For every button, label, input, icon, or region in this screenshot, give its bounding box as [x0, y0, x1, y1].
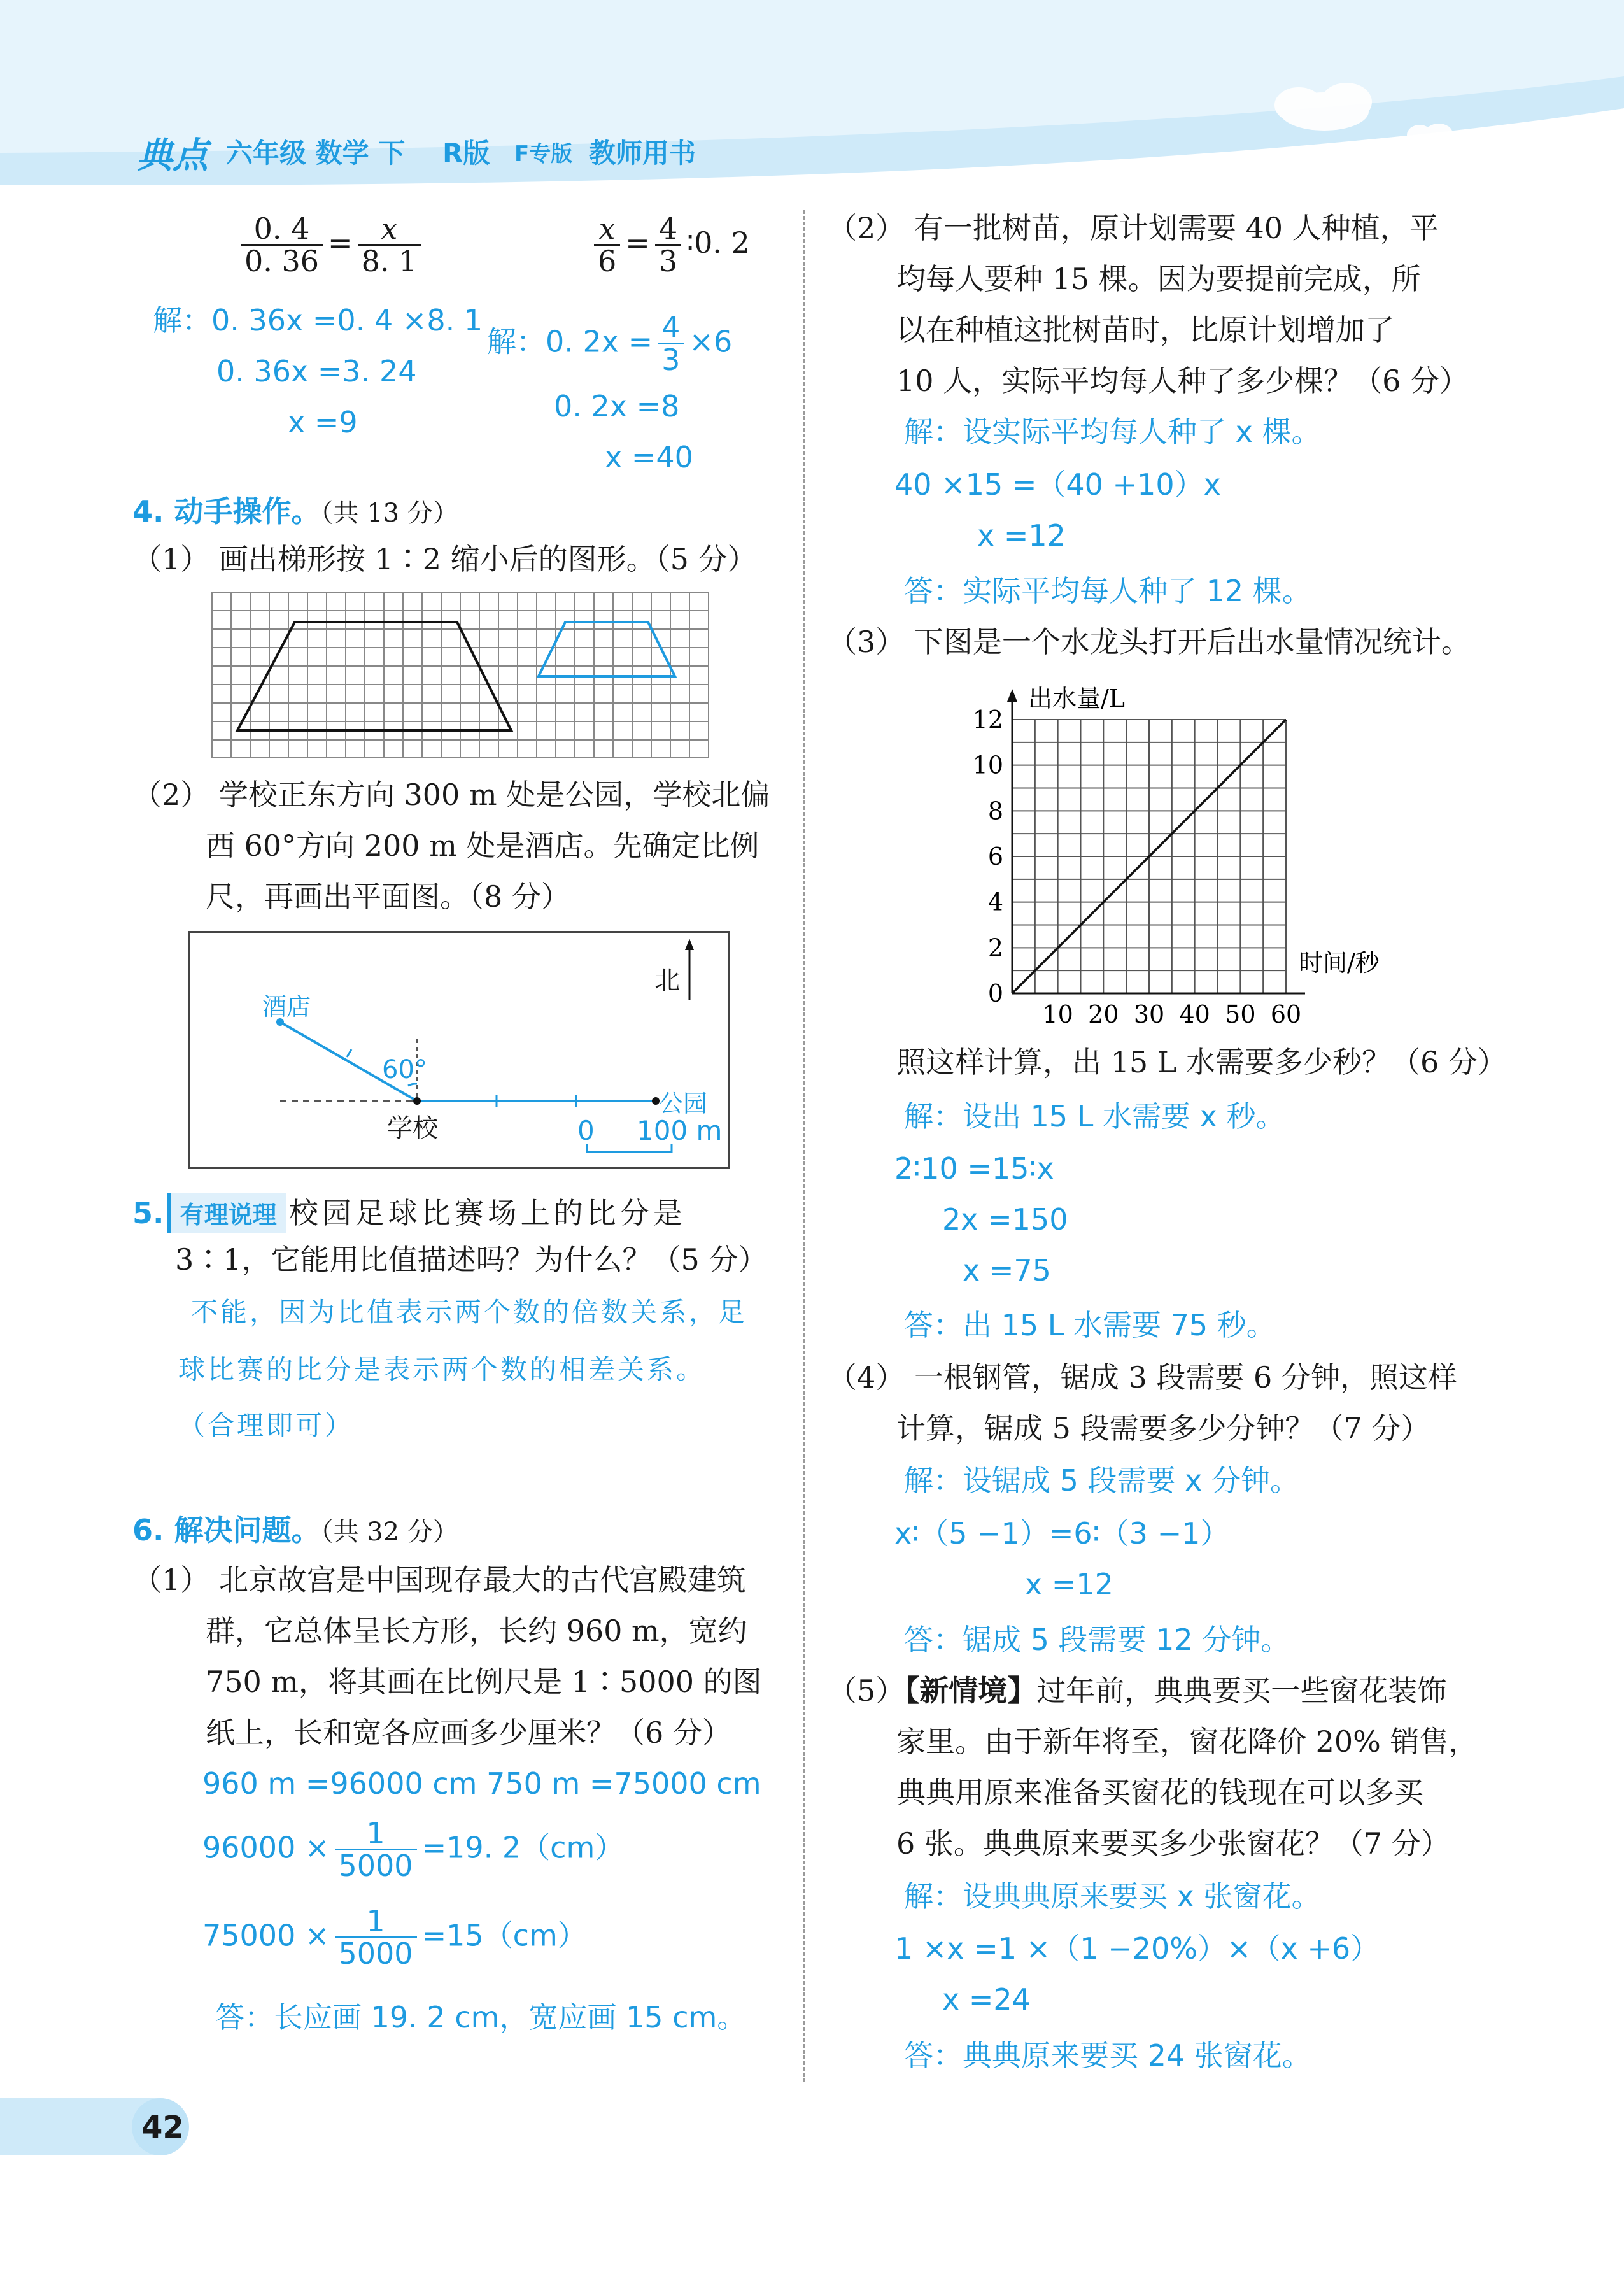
solution-1-line-2: 0. 36x =3. 24 [216, 354, 417, 388]
solution-2-line-1: 解：0. 2x = $\frac{4}{3}$ ×6 [487, 310, 733, 378]
q5-tag: 有理说理 [167, 1193, 286, 1233]
trapezoid-grid [212, 592, 709, 758]
q6-4-solution-3: x =12 [1025, 1567, 1113, 1601]
header-edition: R版 [442, 138, 490, 169]
q6-1-line-2: 群，它总体呈长方形，长约 960 m，宽约 [206, 1614, 747, 1648]
reduced-trapezoid [539, 622, 675, 676]
x-tick-label: 50 [1225, 1000, 1256, 1028]
q6-5-solution-3: x =24 [942, 1982, 1031, 2017]
equation-2: $\frac{x}{6}$ = $\frac{4}{3}$ ∶0. 2 [589, 213, 750, 277]
q6-2-line-3: 以在种植这批树苗时，比原计划增加了 [896, 313, 1394, 347]
solution-2-line-3: x =40 [605, 440, 693, 474]
x-axis-label: 时间/秒 [1299, 949, 1380, 977]
q6-3-answer: 答：出 15 L 水需要 75 秒。 [904, 1308, 1276, 1342]
solution-1-line-3: x =9 [288, 405, 358, 439]
q6-4-line-2: 计算，锯成 5 段需要多少分钟？（7 分） [896, 1411, 1430, 1445]
q6-4-line-1: （4） 一根钢管，锯成 3 段需要 6 分钟，照这样 [828, 1360, 1457, 1395]
map-scale-100: 100 m [637, 1115, 723, 1146]
q6-1-solution-2: 96000 × $\frac{1}{5000}$ =19. 2（cm） [202, 1816, 625, 1884]
q6-2-line-1: （2） 有一批树苗，原计划需要 40 人种植，平 [828, 211, 1439, 245]
solution-1-line-1: 解：0. 36x =0. 4 ×8. 1 [153, 303, 483, 337]
q6-3-solution-1: 解：设出 15 L 水需要 x 秒。 [904, 1099, 1285, 1133]
q5-answer-3: （合理即可） [178, 1410, 355, 1441]
x-tick-label: 40 [1179, 1000, 1210, 1028]
y-tick-label: 8 [987, 797, 1003, 825]
q6-5-line-1: （5）【新情境】过年前，典典要买一些窗花装饰 [828, 1673, 1447, 1708]
q6-2-solution-3: x =12 [977, 518, 1066, 553]
y-tick-label: 0 [987, 979, 1003, 1007]
q5-answer-2: 球比赛的比分是表示两个数的相差关系。 [178, 1354, 706, 1385]
y-tick-label: 4 [987, 888, 1003, 916]
column-divider [803, 210, 805, 2082]
q6-5-line-3: 典典用原来准备买窗花的钱现在可以多买 [896, 1775, 1423, 1810]
header-grade: 六年级 数学 下 [226, 138, 406, 169]
q6-1-line-1: （1） 北京故宫是中国现存最大的古代宫殿建筑 [132, 1563, 746, 1597]
q6-heading: 6. 解决问题。（共 32 分） [132, 1513, 458, 1547]
y-tick-label: 2 [987, 934, 1003, 962]
q6-1-answer: 答：长应画 19. 2 cm，宽应画 15 cm。 [215, 2000, 747, 2034]
map-north-label: 北 [654, 966, 680, 995]
x-tick-label: 30 [1133, 1000, 1165, 1028]
q4-heading: 4. 动手操作。（共 13 分） [132, 494, 458, 529]
q6-1-line-4: 纸上，长和宽各应画多少厘米？（6 分） [206, 1715, 731, 1750]
q6-3-solution-4: x =75 [963, 1253, 1051, 1288]
page-number: 42 [141, 2110, 184, 2145]
map-hotel-label: 酒店 [262, 993, 311, 1021]
original-trapezoid [237, 622, 511, 730]
q6-3-solution-3: 2x =150 [942, 1202, 1068, 1237]
water-flow-chart [955, 662, 1380, 1028]
q6-2-line-4: 10 人，实际平均每人种了多少棵？（6 分） [896, 364, 1469, 398]
x-tick-label: 10 [1042, 1000, 1073, 1028]
y-tick-label: 12 [972, 706, 1003, 734]
q6-5-solution-2: 1 ×x =1 ×（1 −20%）×（x +6） [894, 1931, 1380, 1966]
q6-3-solution-2: 2∶10 =15∶x [894, 1151, 1054, 1186]
q4-2-line-2: 西 60°方向 200 m 处是酒店。先确定比例 [206, 828, 759, 863]
y-axis-arrow [1007, 689, 1017, 702]
q6-2-solution-2: 40 ×15 =（40 +10）x [894, 467, 1221, 502]
cloud-icon [1405, 124, 1453, 152]
q4-2-line-3: 尺，再画出平面图。（8 分） [206, 879, 570, 914]
map-park-label: 公园 [659, 1090, 708, 1118]
y-tick-label: 6 [987, 842, 1003, 870]
y-axis-label: 出水量/L [1028, 685, 1126, 713]
q6-4-solution-2: x∶（5 −1）=6∶（3 −1） [894, 1516, 1230, 1551]
q6-5-line-2: 家里。由于新年将至，窗花降价 20% 销售， [896, 1724, 1478, 1759]
q6-3-line-1: （3） 下图是一个水龙头打开后出水量情况统计。 [828, 625, 1471, 659]
y-tick-label: 10 [972, 751, 1003, 779]
map-school-label: 学校 [387, 1114, 438, 1143]
q5-answer-1: 不能，因为比值表示两个数的倍数关系，足 [191, 1296, 748, 1328]
equation-1: $\frac{0. 4}{0. 36}$ = $\frac{x}{8. 1}$ [236, 213, 426, 277]
logo: 典点 [137, 135, 208, 176]
map-scale-0: 0 [577, 1115, 595, 1146]
q4-2-line-1: （2） 学校正东方向 300 m 处是公园，学校北偏 [132, 777, 770, 812]
q4-1: （1） 画出梯形按 1∶2 缩小后的图形。（5 分） [132, 542, 757, 576]
q6-5-line-4: 6 张。典典原来要买多少张窗花？（7 分） [896, 1826, 1450, 1861]
q6-5-solution-1: 解：设典典原来要买 x 张窗花。 [904, 1879, 1321, 1913]
q6-1-solution-3: 75000 × $\frac{1}{5000}$ =15（cm） [202, 1904, 587, 1971]
q6-5-answer: 答：典典原来要买 24 张窗花。 [904, 2038, 1311, 2073]
q6-3-question: 照这样计算，出 15 L 水需要多少秒？（6 分） [896, 1045, 1507, 1079]
header-edition2: F专版 [514, 141, 573, 167]
q6-2-solution-1: 解：设实际平均每人种了 x 棵。 [904, 415, 1321, 449]
q6-1-solution-1: 960 m =96000 cm 750 m =75000 cm [202, 1766, 761, 1801]
q6-2-answer: 答：实际平均每人种了 12 棵。 [904, 574, 1311, 608]
q5-line-2: 3∶1，它能用比值描述吗？为什么？（5 分） [175, 1242, 768, 1277]
q6-1-line-3: 750 m，将其画在比例尺是 1∶5000 的图 [206, 1665, 762, 1699]
q6-2-line-2: 均每人要种 15 棵。因为要提前完成，所 [896, 262, 1421, 296]
q6-4-answer: 答：锯成 5 段需要 12 分钟。 [904, 1622, 1290, 1657]
x-tick-label: 60 [1270, 1000, 1302, 1028]
x-tick-label: 20 [1088, 1000, 1119, 1028]
q5-line-1: 5. 有理说理 校园足球比赛场上的比分是 [132, 1193, 686, 1233]
q6-4-solution-1: 解：设锯成 5 段需要 x 分钟。 [904, 1463, 1299, 1498]
header-book: 教师用书 [589, 138, 696, 169]
map-angle-label: 60° [382, 1055, 427, 1084]
solution-2-line-2: 0. 2x =8 [554, 389, 680, 423]
